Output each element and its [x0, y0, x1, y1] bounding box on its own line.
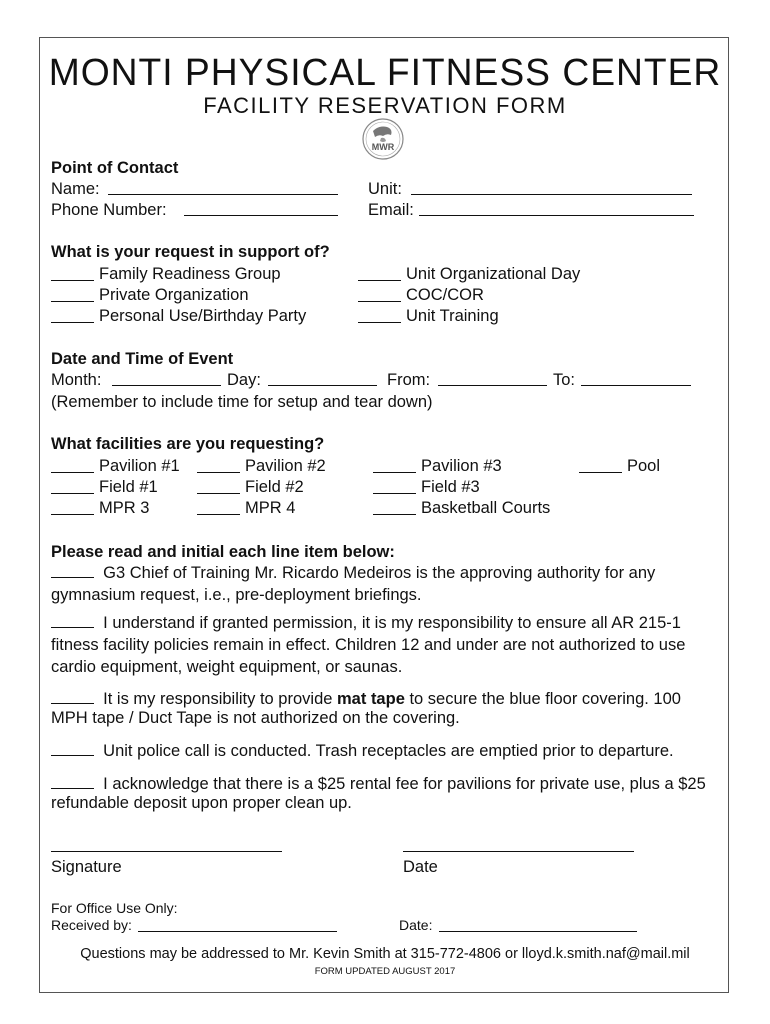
- request-option: Unit Organizational Day: [406, 265, 581, 283]
- facility-blank[interactable]: [197, 479, 240, 494]
- facility-blank[interactable]: [373, 479, 416, 494]
- request-option-blank[interactable]: [358, 308, 401, 323]
- phone-field[interactable]: [184, 201, 338, 216]
- facility-blank[interactable]: [197, 500, 240, 515]
- page-title: MONTI PHYSICAL FITNESS CENTER: [48, 52, 722, 94]
- to-field[interactable]: [581, 371, 691, 386]
- facility-option: Pavilion #3: [421, 457, 502, 475]
- event-note: (Remember to include time for setup and tear down): [51, 393, 433, 411]
- from-field[interactable]: [438, 371, 547, 386]
- to-field-label: To:: [553, 371, 576, 389]
- initial-blank[interactable]: [51, 689, 94, 704]
- request-option: Unit Training: [406, 307, 499, 325]
- mwr-logo-icon: [361, 117, 405, 161]
- request-option: COC/COR: [406, 286, 484, 304]
- signature-label: Signature: [51, 858, 122, 876]
- form-subtitle: FACILITY RESERVATION FORM: [203, 93, 567, 118]
- request-option: Family Readiness Group: [99, 265, 281, 283]
- name-field-label: Name:: [51, 180, 100, 198]
- month-field-label: Month:: [51, 371, 102, 389]
- event-heading: Date and Time of Event: [51, 350, 234, 368]
- month-field[interactable]: [112, 371, 221, 386]
- facility-option: MPR 4: [245, 499, 296, 517]
- facility-option: Pavilion #1: [99, 457, 180, 475]
- form-updated-note: FORM UPDATED AUGUST 2017: [314, 966, 456, 977]
- facility-blank[interactable]: [51, 458, 94, 473]
- request-option-blank[interactable]: [358, 287, 401, 302]
- contact-heading: Point of Contact: [51, 159, 179, 177]
- email-field-label: Email:: [368, 201, 414, 219]
- initial-blank[interactable]: [51, 741, 94, 756]
- facility-option: MPR 3: [99, 499, 150, 517]
- facility-blank[interactable]: [373, 458, 416, 473]
- request-heading: What is your request in support of?: [51, 243, 330, 261]
- request-option-blank[interactable]: [358, 266, 401, 281]
- request-option-blank[interactable]: [51, 287, 94, 302]
- facility-option: Field #1: [99, 478, 158, 496]
- initial-blank[interactable]: [51, 613, 94, 628]
- request-option: Private Organization: [99, 286, 249, 304]
- phone-field-label: Phone Number:: [51, 201, 167, 219]
- facility-blank[interactable]: [197, 458, 240, 473]
- facility-option: Field #3: [421, 478, 480, 496]
- request-option-blank[interactable]: [51, 308, 94, 323]
- day-field-label: Day:: [227, 371, 261, 389]
- initial-item-5: I acknowledge that there is a $25 rental fee for pavilions for private use, plus a $25 refundable deposit upon proper clean up.: [51, 775, 706, 812]
- office-use-heading: For Office Use Only:: [51, 900, 178, 916]
- facility-blank[interactable]: [579, 458, 622, 473]
- received-by-field[interactable]: [138, 918, 337, 932]
- facility-blank[interactable]: [51, 479, 94, 494]
- signature-field[interactable]: [51, 851, 282, 852]
- facility-option: Pool: [627, 457, 661, 475]
- initials-heading: Please read and initial each line item below:: [51, 543, 395, 561]
- unit-field[interactable]: [411, 180, 692, 195]
- office-date-field[interactable]: [439, 918, 637, 932]
- initial-blank[interactable]: [51, 563, 94, 578]
- day-field[interactable]: [268, 371, 377, 386]
- signature-date-label: Date: [403, 858, 438, 876]
- unit-field-label: Unit:: [368, 180, 402, 198]
- initial-item-2: I understand if granted permission, it is my responsibility to ensure all AR 215-1 fitness facility policies remain in effect. Children 12 and under are not authorized to use cardio equipment, weight equipment, or saunas.: [51, 614, 686, 676]
- email-field[interactable]: [419, 201, 694, 216]
- facility-blank[interactable]: [373, 500, 416, 515]
- facility-option: Field #2: [245, 478, 304, 496]
- office-date-label: Date:: [399, 917, 433, 933]
- initial-item-3: It is my responsibility to provide mat tape to secure the blue floor covering. 100 MPH tape / Duct Tape is not authorized on the covering.: [51, 690, 681, 727]
- initial-item-4: Unit police call is conducted. Trash receptacles are emptied prior to departure.: [51, 740, 721, 762]
- name-field[interactable]: [108, 180, 338, 195]
- initial-item-1: G3 Chief of Training Mr. Ricardo Medeiros is the approving authority for any gymnasium request, i.e., pre-deployment briefings.: [51, 564, 656, 604]
- facility-option: Pavilion #2: [245, 457, 326, 475]
- request-option-blank[interactable]: [51, 266, 94, 281]
- facility-option: Basketball Courts: [421, 499, 551, 517]
- questions-contact: Questions may be addressed to Mr. Kevin Smith at 315-772-4806 or lloyd.k.smith.naf@mail.mil: [80, 946, 690, 962]
- from-field-label: From:: [387, 371, 431, 389]
- svg-text:MWR: MWR: [371, 142, 395, 152]
- facilities-heading: What facilities are you requesting?: [51, 435, 325, 453]
- request-option: Personal Use/Birthday Party: [99, 307, 307, 325]
- signature-date-field[interactable]: [403, 851, 634, 852]
- initial-blank[interactable]: [51, 774, 94, 789]
- facility-blank[interactable]: [51, 500, 94, 515]
- received-by-label: Received by:: [51, 917, 132, 933]
